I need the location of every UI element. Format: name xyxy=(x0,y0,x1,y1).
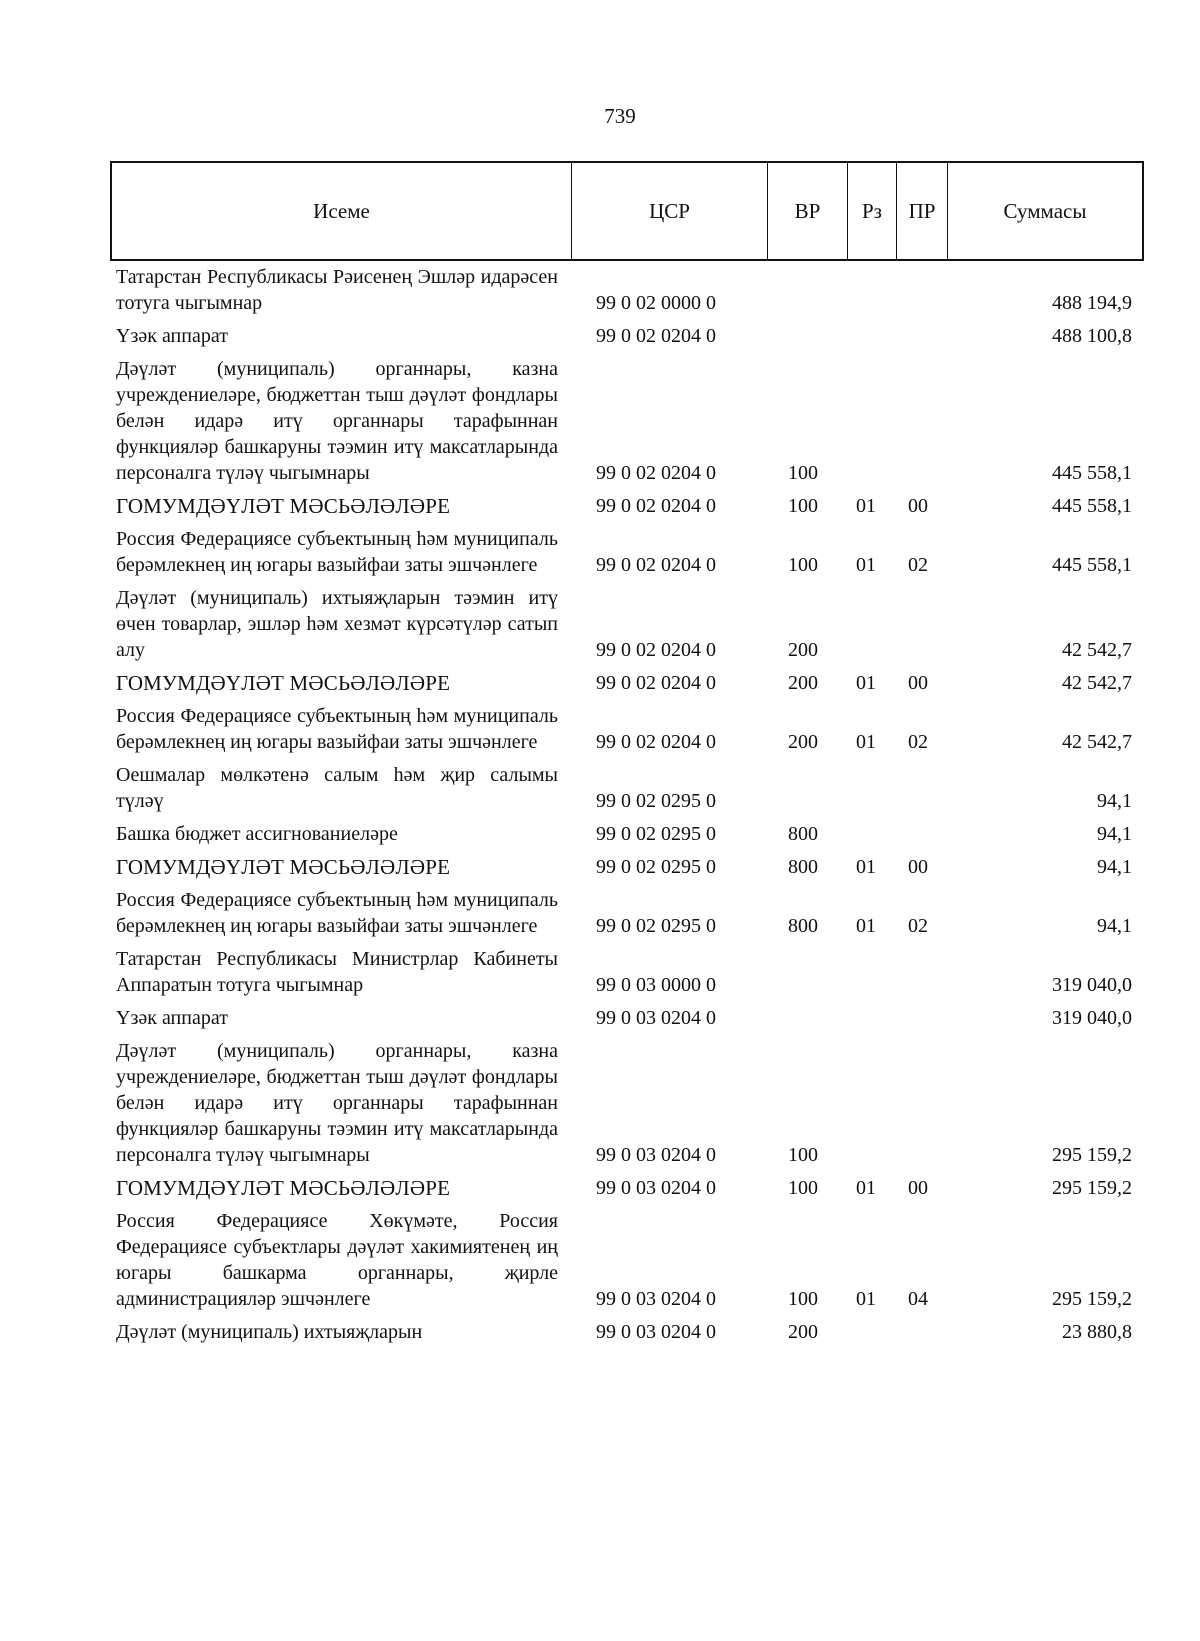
table-body xyxy=(0,264,1200,1352)
table-row xyxy=(0,703,1200,755)
header-csr: ЦСР xyxy=(572,163,768,259)
row-vr: 100 xyxy=(788,1177,818,1199)
table-row xyxy=(0,854,1200,880)
row-sum: 94,1 xyxy=(1097,856,1132,878)
row-name: Үзәк аппарат xyxy=(116,325,228,347)
row-rz: 01 xyxy=(856,731,876,753)
table-row xyxy=(0,762,1200,814)
row-name: ГОМУМДӘҮЛӘТ МӘСЬӘЛӘЛӘРЕ xyxy=(116,671,451,695)
table-row xyxy=(0,1319,1200,1345)
row-vr: 100 xyxy=(788,554,818,576)
row-pr: 00 xyxy=(908,495,928,517)
table-row xyxy=(0,821,1200,847)
row-sum: 94,1 xyxy=(1097,915,1132,937)
row-vr: 200 xyxy=(788,672,818,694)
row-csr: 99 0 02 0295 0 xyxy=(596,915,716,937)
row-sum: 94,1 xyxy=(1097,790,1132,812)
row-csr: 99 0 02 0204 0 xyxy=(596,672,716,694)
header-name: Исеме xyxy=(112,163,572,259)
row-sum: 445 558,1 xyxy=(1052,495,1132,517)
row-pr: 02 xyxy=(908,915,928,937)
row-rz: 01 xyxy=(856,672,876,694)
row-csr: 99 0 03 0204 0 xyxy=(596,1177,716,1199)
table-row xyxy=(0,323,1200,349)
row-rz: 01 xyxy=(856,1288,876,1310)
row-sum: 488 194,9 xyxy=(1052,292,1132,314)
row-vr: 100 xyxy=(788,495,818,517)
row-vr: 100 xyxy=(788,1288,818,1310)
row-csr: 99 0 03 0204 0 xyxy=(596,1288,716,1310)
row-vr: 800 xyxy=(788,915,818,937)
row-rz: 01 xyxy=(856,495,876,517)
row-name: Россия Федерациясе субъектының һәм муниципаль берәмлекнең иң югары вазыйфаи заты эшчәнлеге xyxy=(116,705,558,753)
row-csr: 99 0 02 0204 0 xyxy=(596,639,716,661)
row-sum: 319 040,0 xyxy=(1052,974,1132,996)
row-rz: 01 xyxy=(856,856,876,878)
row-sum: 445 558,1 xyxy=(1052,462,1132,484)
row-pr: 00 xyxy=(908,856,928,878)
row-csr: 99 0 02 0204 0 xyxy=(596,325,716,347)
table-row xyxy=(0,946,1200,998)
row-vr: 200 xyxy=(788,639,818,661)
table-row xyxy=(0,887,1200,939)
row-name: Дәүләт (муниципаль) органнары, казна учреждениеләре, бюджеттан тыш дәүләт фондлары белән идарә итү органнары тарафыннан функцияләр башкаруны тәэмин итү максатларында персоналга түләү чыгымнары xyxy=(116,358,558,484)
table-row xyxy=(0,585,1200,663)
row-rz: 01 xyxy=(856,1177,876,1199)
row-sum: 295 159,2 xyxy=(1052,1177,1132,1199)
row-csr: 99 0 02 0295 0 xyxy=(596,790,716,812)
row-name: Татарстан Республикасы Министрлар Кабинеты Аппаратын тотуга чыгымнар xyxy=(116,948,558,996)
row-vr: 200 xyxy=(788,1321,818,1343)
table-row xyxy=(0,1038,1200,1168)
row-name: ГОМУМДӘҮЛӘТ МӘСЬӘЛӘЛӘРЕ xyxy=(116,855,451,879)
table-row xyxy=(0,526,1200,578)
row-name: Башка бюджет ассигнованиеләре xyxy=(116,823,398,845)
row-name: Үзәк аппарат xyxy=(116,1007,228,1029)
row-vr: 100 xyxy=(788,462,818,484)
header-sum: Суммасы xyxy=(1003,198,1087,223)
row-csr: 99 0 02 0295 0 xyxy=(596,823,716,845)
row-pr: 04 xyxy=(908,1288,928,1310)
row-sum: 42 542,7 xyxy=(1062,731,1132,753)
row-rz: 01 xyxy=(856,915,876,937)
row-csr: 99 0 02 0204 0 xyxy=(596,554,716,576)
header-pr: ПР xyxy=(897,163,948,259)
row-pr: 00 xyxy=(908,1177,928,1199)
row-csr: 99 0 02 0204 0 xyxy=(596,495,716,517)
row-sum: 23 880,8 xyxy=(1062,1321,1132,1343)
row-name: Татарстан Республикасы Рәисенең Эшләр идарәсен тотуга чыгымнар xyxy=(116,266,558,314)
row-csr: 99 0 02 0204 0 xyxy=(596,731,716,753)
row-name: Дәүләт (муниципаль) ихтыяҗларын тәэмин итү өчен товарлар, эшләр һәм хезмәт күрсәтүләр сатып алу xyxy=(116,587,558,661)
row-csr: 99 0 02 0204 0 xyxy=(596,462,716,484)
row-vr: 800 xyxy=(788,823,818,845)
table-row xyxy=(0,264,1200,316)
row-sum: 94,1 xyxy=(1097,823,1132,845)
header-rz: Рз xyxy=(848,163,897,259)
row-csr: 99 0 03 0204 0 xyxy=(596,1144,716,1166)
row-name: Оешмалар мөлкәтенә салым һәм җир салымы түләү xyxy=(116,764,558,812)
row-pr: 02 xyxy=(908,731,928,753)
row-name: ГОМУМДӘҮЛӘТ МӘСЬӘЛӘЛӘРЕ xyxy=(116,1176,451,1200)
row-csr: 99 0 03 0000 0 xyxy=(596,974,716,996)
row-name: Дәүләт (муниципаль) ихтыяҗларын xyxy=(116,1321,423,1343)
row-name: Россия Федерациясе субъектының һәм муниципаль берәмлекнең иң югары вазыйфаи заты эшчәнлеге xyxy=(116,528,558,576)
row-sum: 295 159,2 xyxy=(1052,1144,1132,1166)
row-csr: 99 0 02 0295 0 xyxy=(596,856,716,878)
row-sum: 319 040,0 xyxy=(1052,1007,1132,1029)
table-row xyxy=(0,1175,1200,1201)
table-row xyxy=(0,1208,1200,1312)
row-pr: 02 xyxy=(908,554,928,576)
row-sum: 42 542,7 xyxy=(1062,639,1132,661)
row-sum: 445 558,1 xyxy=(1052,554,1132,576)
row-name: Дәүләт (муниципаль) органнары, казна учреждениеләре, бюджеттан тыш дәүләт фондлары белән идарә итү органнары тарафыннан функцияләр башкаруны тәэмин итү максатларында персоналга түләү чыгымнары xyxy=(116,1040,558,1166)
row-sum: 295 159,2 xyxy=(1052,1288,1132,1310)
row-vr: 800 xyxy=(788,856,818,878)
table-row xyxy=(0,356,1200,486)
row-sum: 488 100,8 xyxy=(1052,325,1132,347)
row-name: ГОМУМДӘҮЛӘТ МӘСЬӘЛӘЛӘРЕ xyxy=(116,494,451,518)
row-rz: 01 xyxy=(856,554,876,576)
row-sum: 42 542,7 xyxy=(1062,672,1132,694)
table-header xyxy=(110,161,1144,261)
row-vr: 100 xyxy=(788,1144,818,1166)
row-csr: 99 0 03 0204 0 xyxy=(596,1007,716,1029)
page-number: 739 xyxy=(604,104,636,128)
row-name: Россия Федерациясе Хөкүмәте, Россия Федерациясе субъектлары дәүләт хакимиятенең иң югары башкарма органнары, җирле администрацияләр эшчәнлеге xyxy=(116,1210,558,1310)
table-row xyxy=(0,1005,1200,1031)
row-name: Россия Федерациясе субъектының һәм муниципаль берәмлекнең иң югары вазыйфаи заты эшчәнлеге xyxy=(116,889,558,937)
row-vr: 200 xyxy=(788,731,818,753)
table-row xyxy=(0,670,1200,696)
row-csr: 99 0 02 0000 0 xyxy=(596,292,716,314)
table-row xyxy=(0,493,1200,519)
row-csr: 99 0 03 0204 0 xyxy=(596,1321,716,1343)
header-vr: ВР xyxy=(768,163,848,259)
row-pr: 00 xyxy=(908,672,928,694)
